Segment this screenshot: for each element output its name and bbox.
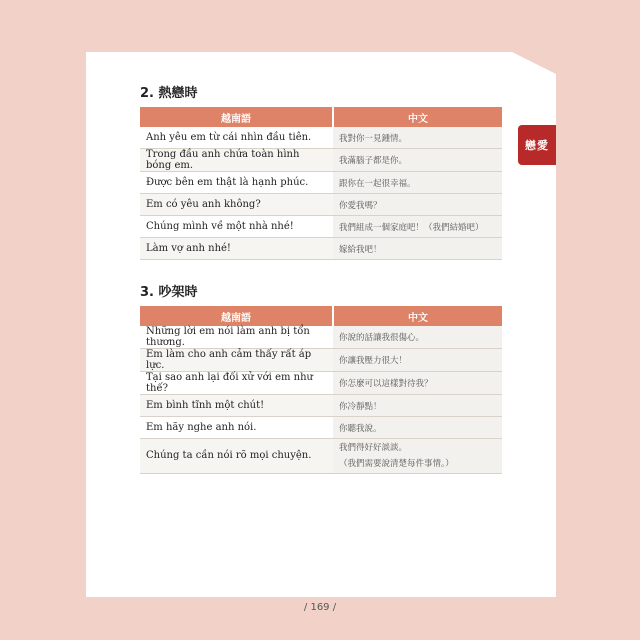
table-row xyxy=(140,127,502,149)
page-corner-notch xyxy=(512,52,556,74)
vietnamese-phrase: Chúng mình về một nhà nhé! xyxy=(140,216,333,238)
phrase-table-1 xyxy=(140,107,502,260)
vietnamese-phrase: Làm vợ anh nhé! xyxy=(140,238,333,260)
table-row xyxy=(140,149,502,172)
chinese-translation-line-1: 我們得好好談談。 xyxy=(339,443,408,453)
vietnamese-phrase: Em có yêu anh không? xyxy=(140,194,333,216)
chinese-translation xyxy=(333,439,502,474)
table-row xyxy=(140,349,502,372)
table-row xyxy=(140,326,502,349)
vietnamese-phrase: Trong đầu anh chứa toàn hình bóng em. xyxy=(140,149,333,172)
table-row xyxy=(140,238,502,260)
table-row xyxy=(140,439,502,474)
column-header-vietnamese: 越南語 xyxy=(140,306,333,326)
chinese-translation: 你冷靜點！ xyxy=(333,395,502,417)
table-row xyxy=(140,372,502,395)
vietnamese-phrase: Tại sao anh lại đối xử với em như thế? xyxy=(140,372,333,395)
vietnamese-phrase: Những lời em nói làm anh bị tổn thương. xyxy=(140,326,333,349)
page-number: / 169 / xyxy=(303,602,337,613)
table-row xyxy=(140,395,502,417)
column-header-chinese: 中文 xyxy=(333,107,502,127)
chinese-translation-line-2: （我們需要說清楚每件事情。） xyxy=(339,459,454,469)
chinese-translation: 跟你在一起很幸福。 xyxy=(333,172,502,194)
vietnamese-phrase: Em làm cho anh cảm thấy rất áp lực. xyxy=(140,349,333,372)
vietnamese-phrase: Em bình tĩnh một chút! xyxy=(140,395,333,417)
left-margin xyxy=(0,0,86,640)
phrase-table-2 xyxy=(140,306,502,474)
chinese-translation: 你說的話讓我很傷心。 xyxy=(333,326,502,349)
chinese-translation: 你怎麼可以這樣對待我？ xyxy=(333,372,502,395)
vietnamese-phrase: Được bên em thật là hạnh phúc. xyxy=(140,172,333,194)
chinese-translation: 我們組成一個家庭吧！（我們結婚吧） xyxy=(333,216,502,238)
vietnamese-phrase: Em hãy nghe anh nói. xyxy=(140,417,333,439)
chapter-tab: 戀愛 xyxy=(518,125,556,165)
column-header-chinese: 中文 xyxy=(333,306,502,326)
table-row xyxy=(140,417,502,439)
section-title-1: 2. 熱戀時 xyxy=(140,86,198,101)
right-margin xyxy=(556,0,640,640)
chinese-translation: 我對你一見鍾情。 xyxy=(333,127,502,149)
table-row xyxy=(140,172,502,194)
chinese-translation: 你聽我說。 xyxy=(333,417,502,439)
table-row xyxy=(140,216,502,238)
vietnamese-phrase: Chúng ta cần nói rõ mọi chuyện. xyxy=(140,439,333,474)
section-title-2: 3. 吵架時 xyxy=(140,285,198,300)
chinese-translation: 我滿腦子都是你。 xyxy=(333,149,502,172)
top-margin xyxy=(0,0,640,52)
table-row xyxy=(140,194,502,216)
column-header-vietnamese: 越南語 xyxy=(140,107,333,127)
chinese-translation: 你讓我壓力很大！ xyxy=(333,349,502,372)
vietnamese-phrase: Anh yêu em từ cái nhìn đầu tiên. xyxy=(140,127,333,149)
chinese-translation: 嫁給我吧！ xyxy=(333,238,502,260)
chinese-translation: 你愛我嗎？ xyxy=(333,194,502,216)
